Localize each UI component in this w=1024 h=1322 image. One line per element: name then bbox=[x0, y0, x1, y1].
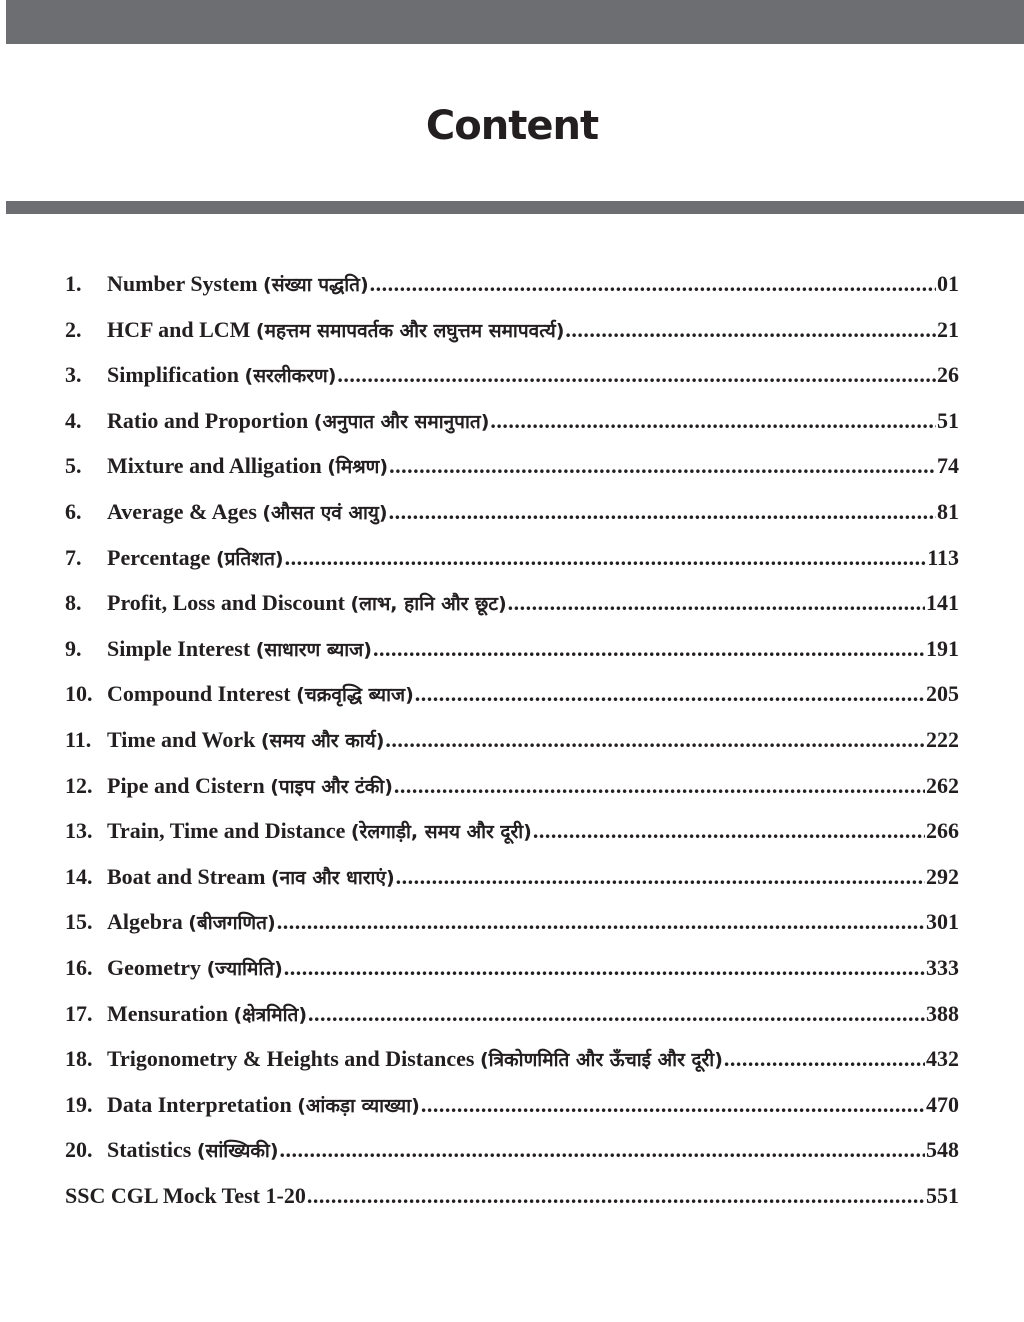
toc-entry-number: 9. bbox=[65, 635, 82, 661]
toc-entry-number: 13. bbox=[65, 818, 93, 844]
toc-entry-page-number: 191 bbox=[926, 635, 959, 661]
toc-entry-title-hindi: (प्रतिशत) bbox=[215, 547, 284, 570]
toc-entry-title-hindi: (आंकड़ा व्याख्या) bbox=[297, 1094, 420, 1117]
toc-entry-page-number: 222 bbox=[926, 726, 959, 752]
toc-entry-title-english: SSC CGL Mock Test 1-20 bbox=[65, 1182, 306, 1208]
toc-dot-leader bbox=[533, 813, 925, 849]
toc-entry-title-english: Simple Interest bbox=[107, 635, 251, 661]
toc-entry-number: 10. bbox=[65, 681, 93, 707]
toc-entry[interactable] bbox=[65, 540, 959, 586]
toc-entry-page-number: 388 bbox=[926, 1000, 959, 1026]
toc-entry-page-number: 21 bbox=[937, 316, 959, 342]
toc-entry-title-english: Mixture and Alligation bbox=[107, 453, 322, 479]
toc-entry-page-number: 333 bbox=[926, 954, 959, 980]
toc-entry[interactable] bbox=[65, 996, 959, 1042]
toc-entry-title-hindi: (सांख्यिकी) bbox=[196, 1140, 279, 1163]
toc-entry-title-english: Algebra bbox=[107, 909, 183, 935]
toc-dot-leader bbox=[308, 996, 925, 1032]
toc-entry-number: 17. bbox=[65, 1000, 93, 1026]
header-band-bottom bbox=[6, 201, 1024, 214]
toc-entry-title bbox=[107, 494, 388, 531]
toc-entry-title-english: Profit, Loss and Discount bbox=[107, 590, 345, 616]
toc-entry-page-number: 74 bbox=[937, 453, 959, 479]
toc-entry-page-number: 292 bbox=[926, 863, 959, 889]
toc-entry[interactable] bbox=[65, 722, 959, 768]
toc-entry[interactable] bbox=[65, 357, 959, 403]
toc-entry[interactable] bbox=[65, 676, 959, 722]
toc-dot-leader bbox=[370, 266, 936, 302]
toc-entry-title-hindi: (लाभ, हानि और छूट) bbox=[350, 593, 507, 616]
toc-entry-number: 16. bbox=[65, 954, 93, 980]
toc-entry-number: 15. bbox=[65, 909, 93, 935]
toc-entry-number: 5. bbox=[65, 453, 82, 479]
toc-entry-title-english: Time and Work bbox=[107, 726, 256, 752]
toc-entry[interactable] bbox=[65, 813, 959, 859]
toc-dot-leader bbox=[508, 585, 925, 621]
toc-entry-title-english: HCF and LCM bbox=[107, 316, 251, 342]
toc-dot-leader bbox=[307, 1178, 925, 1214]
toc-entry[interactable] bbox=[65, 1087, 959, 1133]
toc-entry-title-hindi: (सरलीकरण) bbox=[244, 365, 337, 388]
toc-entry-title bbox=[107, 540, 284, 577]
toc-entry-number: 2. bbox=[65, 316, 82, 342]
toc-entry[interactable] bbox=[65, 1132, 959, 1178]
toc-entry-number: 6. bbox=[65, 498, 82, 524]
toc-entry-number: 11. bbox=[65, 726, 92, 752]
toc-entry-number: 20. bbox=[65, 1137, 93, 1163]
toc-entry-page-number: 301 bbox=[926, 909, 959, 935]
toc-dot-leader bbox=[396, 859, 925, 895]
toc-dot-leader bbox=[389, 494, 936, 530]
page-title: Content bbox=[425, 103, 599, 149]
toc-entry-title bbox=[107, 904, 276, 941]
toc-entry-title-english: Average & Ages bbox=[107, 498, 257, 524]
toc-entry-title-hindi: (पाइप और टंकी) bbox=[270, 775, 393, 798]
toc-entry-number: 12. bbox=[65, 772, 93, 798]
toc-entry-title-hindi: (साधारण ब्याज) bbox=[255, 638, 372, 661]
toc-entry-number: 3. bbox=[65, 362, 82, 388]
toc-entry-page-number: 51 bbox=[937, 407, 959, 433]
toc-entry-title-hindi: (औसत एवं आयु) bbox=[262, 501, 388, 524]
toc-dot-leader bbox=[280, 1132, 925, 1168]
toc-dot-leader bbox=[385, 722, 925, 758]
toc-entry-title-hindi: (ज्यामिति) bbox=[206, 957, 283, 980]
toc-entry-title-english: Boat and Stream bbox=[107, 863, 266, 889]
toc-entry-page-number: 551 bbox=[926, 1182, 959, 1208]
toc-entry[interactable] bbox=[65, 403, 959, 449]
toc-entry-title-hindi: (बीजगणित) bbox=[188, 912, 276, 935]
toc-dot-leader bbox=[373, 631, 925, 667]
toc-entry-page-number: 432 bbox=[926, 1046, 959, 1072]
toc-entry[interactable] bbox=[65, 585, 959, 631]
toc-entry[interactable] bbox=[65, 448, 959, 494]
toc-dot-leader bbox=[565, 312, 936, 348]
toc-entry-page-number: 205 bbox=[926, 681, 959, 707]
toc-entry-title-english: Trigonometry & Heights and Distances bbox=[107, 1046, 475, 1072]
toc-entry-title-english: Geometry bbox=[107, 954, 202, 980]
toc-entry-number: 4. bbox=[65, 407, 82, 433]
toc-entry-title-hindi: (अनुपात और समानुपात) bbox=[313, 410, 490, 433]
toc-entry-title bbox=[107, 768, 393, 805]
toc-entry-title bbox=[107, 722, 384, 759]
toc-entry-page-number: 548 bbox=[926, 1137, 959, 1163]
toc-entry-title bbox=[107, 585, 507, 622]
toc-entry-title bbox=[107, 448, 388, 485]
toc-entry-title bbox=[107, 1087, 420, 1124]
toc-entry-title bbox=[107, 357, 336, 394]
toc-entry-number: 19. bbox=[65, 1091, 93, 1117]
toc-dot-leader bbox=[284, 950, 925, 986]
toc-entry-title-english: Percentage bbox=[107, 544, 211, 570]
toc-entry[interactable] bbox=[65, 1041, 959, 1087]
toc-entry-title bbox=[107, 676, 414, 713]
toc-entry-page-number: 01 bbox=[937, 271, 959, 296]
toc-dot-leader bbox=[421, 1087, 925, 1123]
toc-entry-title-hindi: (नाव और धाराएं) bbox=[271, 866, 395, 889]
toc-entry-number: 7. bbox=[65, 544, 82, 570]
toc-entry-number: 8. bbox=[65, 590, 82, 616]
toc-dot-leader bbox=[394, 768, 925, 804]
toc-dot-leader bbox=[415, 676, 925, 712]
toc-entry[interactable] bbox=[65, 1178, 959, 1224]
toc-entry[interactable] bbox=[65, 631, 959, 677]
toc-entry-title-english: Number System bbox=[107, 271, 258, 296]
toc-entry-title-english: Mensuration bbox=[107, 1000, 228, 1026]
toc-dot-leader bbox=[277, 904, 925, 940]
toc-dot-leader bbox=[389, 448, 936, 484]
toc-entry-title bbox=[107, 1041, 723, 1078]
toc-entry-title-english: Statistics bbox=[107, 1137, 192, 1163]
toc-entry-page-number: 81 bbox=[937, 498, 959, 524]
toc-entry[interactable] bbox=[65, 494, 959, 540]
header-band-top bbox=[6, 0, 1024, 44]
toc-dot-leader bbox=[490, 403, 936, 439]
toc-entry-title-hindi: (संख्या पद्धति) bbox=[263, 274, 369, 296]
toc-entry-title-english: Train, Time and Distance bbox=[107, 818, 346, 844]
table-of-contents bbox=[65, 266, 959, 1223]
toc-entry-title-hindi: (रेलगाड़ी, समय और दूरी) bbox=[350, 821, 532, 844]
toc-entry-title bbox=[107, 403, 489, 440]
toc-entry-page-number: 26 bbox=[937, 362, 959, 388]
toc-entry-title bbox=[107, 631, 372, 668]
toc-entry-title bbox=[65, 1178, 306, 1214]
toc-entry-title-english: Ratio and Proportion bbox=[107, 407, 309, 433]
toc-entry-number: 14. bbox=[65, 863, 93, 889]
toc-entry[interactable] bbox=[65, 266, 959, 312]
toc-entry-title bbox=[107, 996, 307, 1033]
toc-dot-leader bbox=[337, 357, 936, 393]
toc-entry-title bbox=[107, 1132, 279, 1169]
toc-entry-title bbox=[107, 312, 564, 349]
toc-entry-title-english: Data Interpretation bbox=[107, 1091, 292, 1117]
toc-entry[interactable] bbox=[65, 904, 959, 950]
toc-entry[interactable] bbox=[65, 768, 959, 814]
toc-entry-page-number: 141 bbox=[926, 590, 959, 616]
toc-entry-title bbox=[107, 813, 532, 850]
toc-entry-title bbox=[107, 950, 283, 987]
toc-entry-title-english: Compound Interest bbox=[107, 681, 291, 707]
toc-entry-title bbox=[107, 859, 395, 896]
toc-entry-title-english: Simplification bbox=[107, 362, 240, 388]
toc-dot-leader bbox=[724, 1041, 925, 1077]
toc-entry-title-hindi: (समय और कार्य) bbox=[260, 729, 385, 752]
toc-entry-title-hindi: (मिश्रण) bbox=[327, 456, 389, 479]
toc-entry-title bbox=[107, 266, 369, 303]
toc-entry-title-hindi: (क्षेत्रमिति) bbox=[233, 1003, 308, 1026]
toc-entry-page-number: 266 bbox=[926, 818, 959, 844]
toc-entry-number: 1. bbox=[65, 271, 82, 296]
toc-entry-title-hindi: (चक्रवृद्धि ब्याज) bbox=[296, 684, 414, 707]
toc-entry-page-number: 113 bbox=[927, 544, 959, 570]
toc-entry-number: 18. bbox=[65, 1046, 93, 1072]
toc-entry[interactable] bbox=[65, 950, 959, 996]
toc-entry-page-number: 262 bbox=[926, 772, 959, 798]
toc-dot-leader bbox=[285, 540, 927, 576]
toc-entry[interactable] bbox=[65, 859, 959, 905]
toc-entry-title-hindi: (त्रिकोणमिति और ऊँचाई और दूरी) bbox=[479, 1049, 723, 1072]
toc-entry-page-number: 470 bbox=[926, 1091, 959, 1117]
toc-entry-title-hindi: (महत्तम समापवर्तक और लघुत्तम समापवर्त्य) bbox=[255, 319, 565, 342]
toc-entry-title-english: Pipe and Cistern bbox=[107, 772, 265, 798]
toc-entry[interactable] bbox=[65, 312, 959, 358]
